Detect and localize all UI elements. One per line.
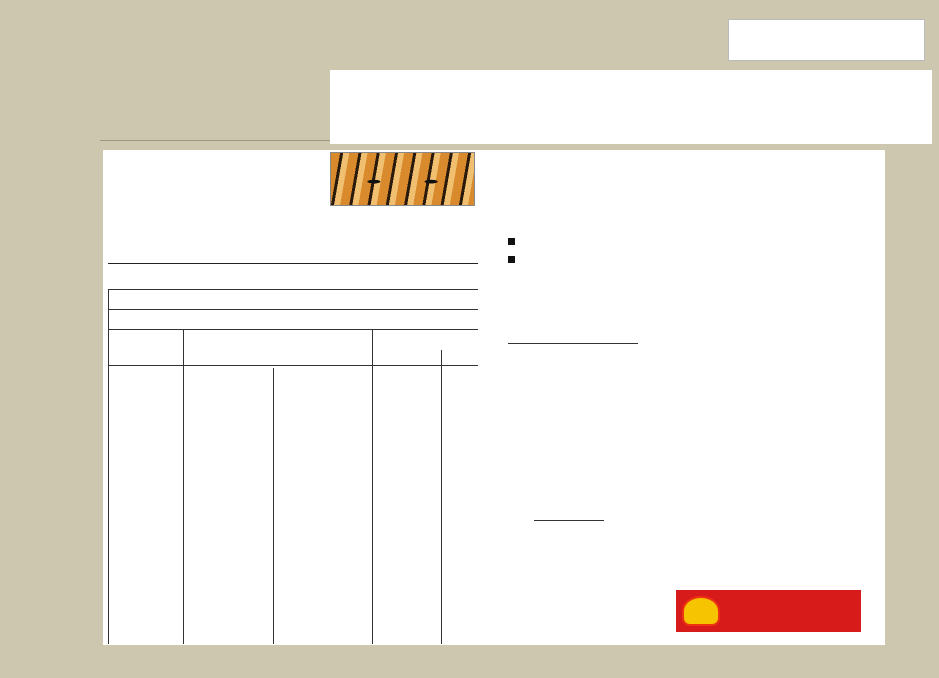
sheet-title-row bbox=[108, 264, 478, 290]
bullet-2 bbox=[508, 254, 523, 266]
pu-logo bbox=[728, 19, 925, 61]
bullet-square-icon bbox=[508, 256, 515, 263]
sheet-border-left bbox=[108, 290, 109, 644]
header-rule bbox=[100, 140, 330, 141]
shell-emblem-icon bbox=[682, 596, 720, 626]
formulation-sheet bbox=[108, 263, 478, 643]
company-row bbox=[108, 290, 478, 310]
sheet-col-line bbox=[183, 330, 184, 644]
bullet-square-icon bbox=[508, 238, 515, 245]
spiral-binding bbox=[0, 0, 80, 678]
sheet-col-line bbox=[273, 368, 274, 644]
banner bbox=[330, 70, 932, 144]
tiger-image bbox=[330, 152, 475, 206]
sheet-col-line bbox=[372, 330, 373, 644]
grade-row bbox=[108, 310, 478, 330]
sum-line bbox=[508, 343, 638, 344]
fraction-line bbox=[534, 520, 604, 521]
shell-chemicals-logo bbox=[676, 590, 861, 632]
header-row bbox=[108, 330, 478, 366]
bullet-1 bbox=[508, 236, 523, 248]
sheet-col-line bbox=[441, 350, 442, 644]
